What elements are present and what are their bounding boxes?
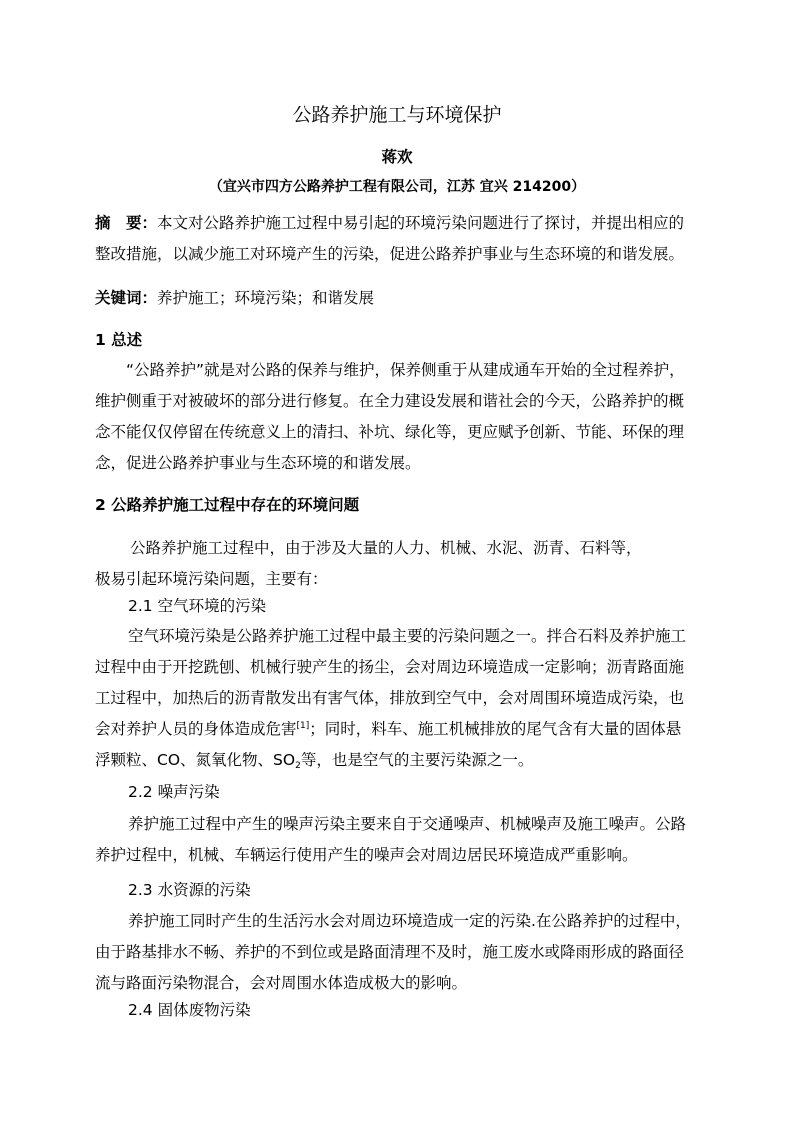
- section-1-heading: 1 总述: [95, 331, 143, 349]
- author-affiliation: （宜兴市四方公路养护工程有限公司，江苏 宜兴 214200）: [208, 179, 586, 195]
- subsection-2-3-line-1: 养护施工同时产生的生活污水会对周边环境造成一定的污染.在公路养护的过程中，: [128, 912, 691, 930]
- section-2-intro-line-2: 极易引起环境污染问题，主要有：: [95, 570, 328, 588]
- line-4-text-b: ；同时，料车、施工机械排放的尾气含有大量的固体悬: [309, 720, 682, 738]
- keywords-line: [95, 287, 374, 309]
- subsection-2-4-heading: 2.4 固体废物污染: [128, 1001, 251, 1019]
- subsection-2-1-line-1: 空气环境污染是公路养护施工过程中最主要的污染问题之一。拌合石料及养护施工: [128, 627, 687, 645]
- paper-title: 公路养护施工与环境保护: [292, 104, 502, 126]
- subsection-2-3-line-3: 流与路面污染物混合，会对周围水体造成极大的影响。: [95, 974, 468, 992]
- subsection-2-3-heading: 2.3 水资源的污染: [128, 881, 251, 899]
- section-2-heading: 2 公路养护施工过程中存在的环境问题: [95, 496, 360, 514]
- subsection-2-2-line-1: 养护施工过程中产生的噪声污染主要来自于交通噪声、机械噪声及施工噪声。公路: [128, 815, 687, 833]
- subsection-2-1-line-2: 过程中由于开挖跣刨、机械行驶产生的扬尘，会对周边环境造成一定影响；沥青路面施: [95, 658, 685, 676]
- section-1-line-2: 维护侧重于对被破坏的部分进行修复。在全力建设发展和谐社会的今天，公路养护的概: [95, 392, 685, 410]
- section-1-line-1: “公路养护”就是对公路的保养与维护，保养侧重于从建成通车开始的全过程养护，: [126, 361, 685, 379]
- line-5-text-b: 等，也是空气的主要污染源之一。: [300, 751, 534, 769]
- line-4-text-a: 会对养护人员的身体造成危害: [95, 720, 297, 738]
- abstract-label: 摘 要：: [95, 214, 158, 232]
- abstract-line-1: [95, 212, 684, 234]
- subsection-2-1-line-3: 工过程中，加热后的沥青散发出有害气体，排放到空气中，会对周围环境造成污染，也: [95, 689, 685, 707]
- so2-subscript: 2: [295, 761, 301, 771]
- section-1-line-3: 念不能仅仅停留在传统意义上的清扫、补坑、绿化等，更应赋予创新、节能、环保的理: [95, 423, 685, 441]
- citation-ref: [1]: [296, 721, 310, 731]
- line-5-text-a: 浮颗粒、CO、氮氧化物、SO: [95, 751, 296, 769]
- section-1-line-4: 念，促进公路养护事业与生态环境的和谐发展。: [95, 454, 421, 472]
- subsection-2-2-line-2: 养护过程中，机械、车辆运行使用产生的噪声会对周边居民环境造成严重影响。: [95, 846, 638, 864]
- subsection-2-3-line-2: 由于路基排水不畅、养护的不到位或是路面清理不及时，施工废水或降雨形成的路面径: [95, 943, 685, 961]
- subsection-2-1-line-5: [95, 749, 533, 771]
- author-name: 蒋欢: [381, 148, 413, 166]
- section-2-intro-line-1: 公路养护施工过程中，由于涉及大量的人力、机械、水泥、沥青、石料等，: [130, 539, 642, 557]
- abstract-text-1: 本文对公路养护施工过程中易引起的环境污染问题进行了探讨，并提出相应的: [157, 214, 685, 232]
- abstract-line-2: 整改措施，以减少施工对环境产生的污染，促进公路养护事业与生态环境的和谐发展。: [95, 245, 685, 263]
- subsection-2-2-heading: 2.2 噪声污染: [128, 783, 220, 801]
- subsection-2-1-heading: 2.1 空气环境的污染: [128, 597, 267, 615]
- keywords-text: 养护施工；环境污染；和谐发展: [157, 289, 375, 307]
- keywords-label: 关键词：: [95, 289, 158, 307]
- subsection-2-1-line-4: [95, 718, 681, 740]
